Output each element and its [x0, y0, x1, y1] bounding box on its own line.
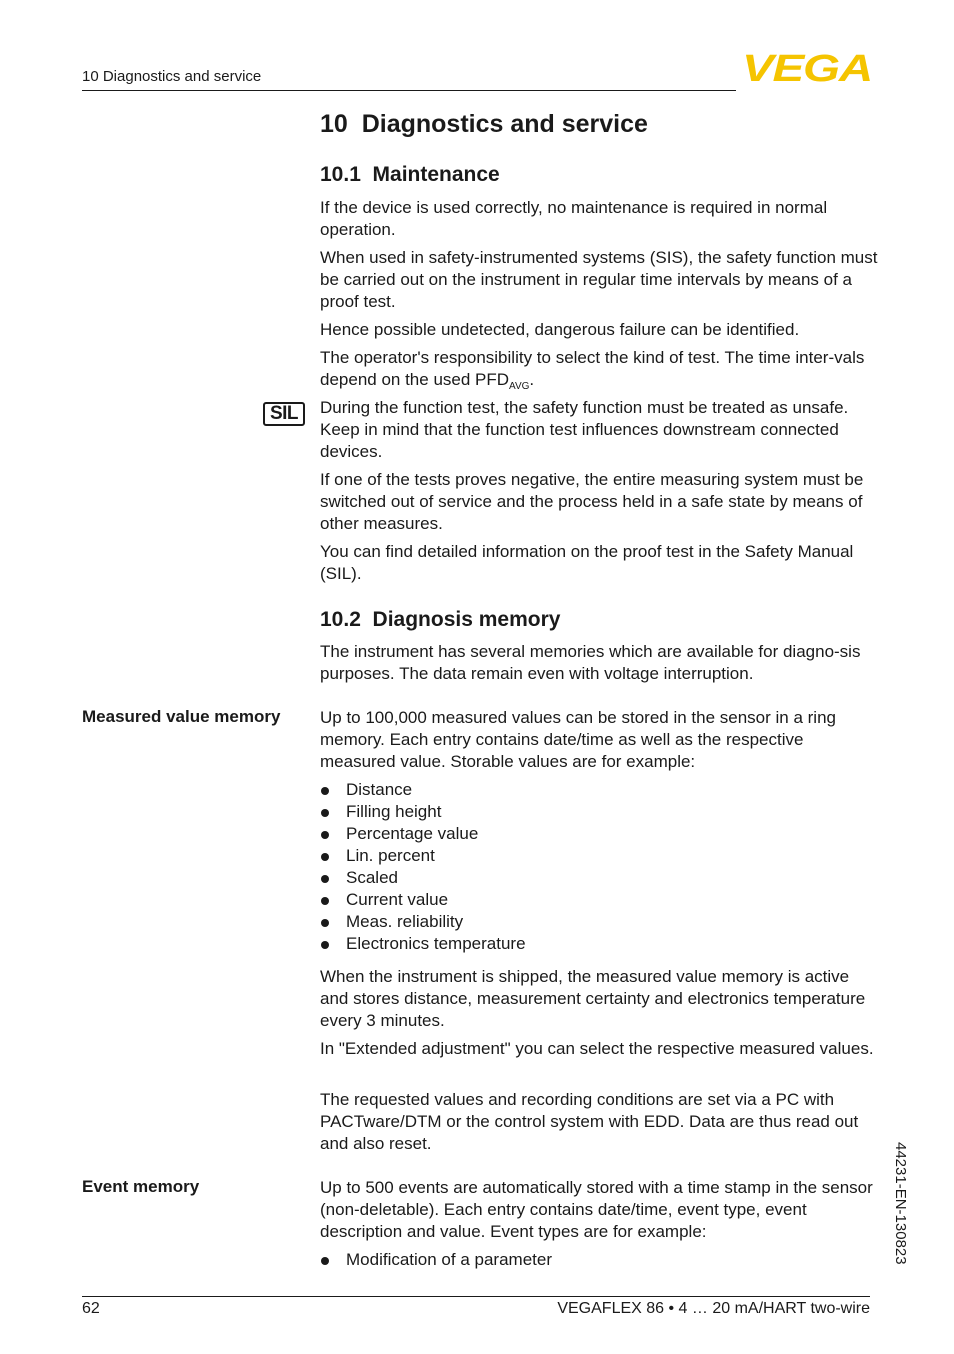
- header-rule: [82, 90, 736, 91]
- diagnosis-intro: The instrument has several memories which are available for diagno-sis purposes. The data remain even with voltage interruption.: [320, 642, 861, 683]
- sil-badge-icon: SIL: [263, 402, 305, 426]
- page-number: 62: [82, 1300, 100, 1317]
- maintenance-paragraph-4-end: .: [529, 370, 535, 389]
- list-item: Distance: [320, 779, 526, 801]
- measured-paragraph-2: When the instrument is shipped, the measured value memory is active and stores distance, measurement certainty and electronics temperature every 3 minutes.: [320, 967, 866, 1030]
- maintenance-paragraph-4: [320, 347, 880, 391]
- event-paragraph-1: Up to 500 events are automatically stored with a time stamp in the sensor (non-deletable). Each entry contains date/time, event type, event description and value. Event types are for example:: [320, 1178, 873, 1241]
- list-item: Meas. reliability: [320, 911, 526, 933]
- maintenance-paragraph-7: You can find detailed information on the proof test in the Safety Manual (SIL).: [320, 542, 854, 583]
- footer-rule: [82, 1296, 870, 1297]
- maintenance-paragraph-3: Hence possible undetected, dangerous failure can be identified.: [320, 320, 800, 339]
- svg-text:VEGA: VEGA: [742, 50, 872, 86]
- side-label-event-memory: Event memory: [82, 1177, 200, 1196]
- measured-paragraph-1: Up to 100,000 measured values can be stored in the sensor in a ring memory. Each entry contains date/time as well as the respective measured value. Storable values are for example:: [320, 708, 836, 771]
- section-heading-maintenance: 10.1 Maintenance: [320, 163, 500, 186]
- list-item: Current value: [320, 889, 526, 911]
- measured-paragraph-3: In "Extended adjustment" you can select the respective measured values.: [320, 1039, 874, 1058]
- running-header-title: 10 Diagnostics and service: [82, 68, 262, 85]
- measured-values-list: [320, 779, 526, 955]
- vega-logo: [740, 50, 874, 86]
- footer-product-name: VEGAFLEX 86 • 4 … 20 mA/HART two-wire: [557, 1300, 870, 1317]
- document-number: 44231-EN-130823: [892, 1142, 909, 1265]
- pfd-subscript: AVG: [509, 381, 530, 392]
- maintenance-paragraph-1: If the device is used correctly, no maintenance is required in normal operation.: [320, 198, 828, 239]
- maintenance-paragraph-2: When used in safety-instrumented systems (SIS), the safety function must be carried out on the instrument in regular time intervals by means of a proof test.: [320, 248, 878, 311]
- measured-paragraph-4: The requested values and recording conditions are set via a PC with PACTware/DTM or the control system with EDD. Data are thus read out and also reset.: [320, 1090, 859, 1153]
- side-label-measured-value-memory: Measured value memory: [82, 707, 281, 726]
- event-types-list: [320, 1249, 552, 1271]
- chapter-title: 10 Diagnostics and service: [320, 110, 648, 138]
- maintenance-paragraph-4-text: The operator's responsibility to select the kind of test. The time inter-vals depend on the used PFD: [320, 348, 865, 389]
- list-item: Filling height: [320, 801, 526, 823]
- list-item: Modification of a parameter: [320, 1249, 552, 1271]
- list-item: Lin. percent: [320, 845, 526, 867]
- list-item: Percentage value: [320, 823, 526, 845]
- section-heading-diagnosis-memory: 10.2 Diagnosis memory: [320, 608, 561, 631]
- list-item: Scaled: [320, 867, 526, 889]
- list-item: Electronics temperature: [320, 933, 526, 955]
- maintenance-paragraph-6: If one of the tests proves negative, the entire measuring system must be switched out of service and the process held in a safe state by means of other measures.: [320, 470, 864, 533]
- maintenance-paragraph-5: During the function test, the safety function must be treated as unsafe. Keep in mind that the function test influences downstream connected devices.: [320, 398, 849, 461]
